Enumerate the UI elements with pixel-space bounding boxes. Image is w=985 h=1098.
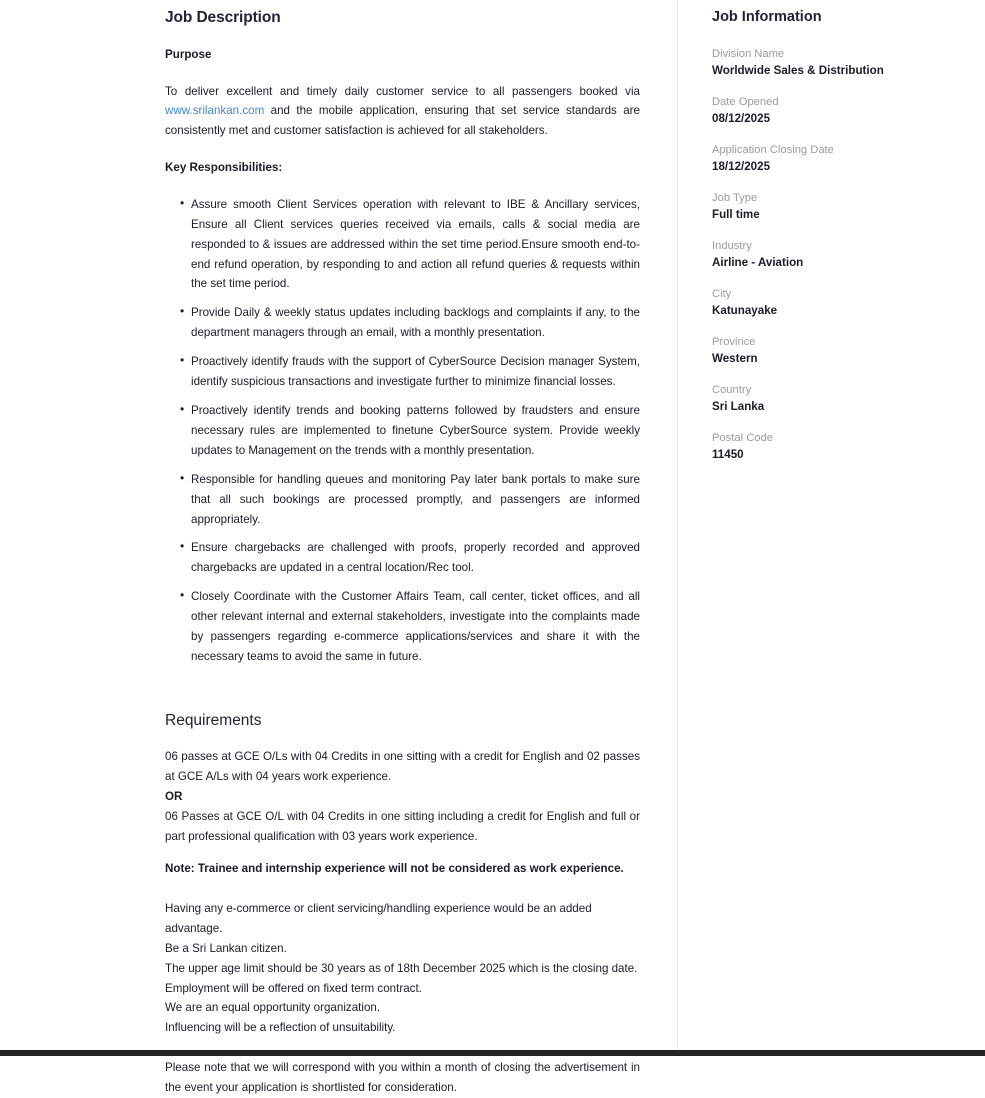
condition-line: Employment will be offered on fixed term contract.: [165, 981, 422, 995]
info-value: Sri Lanka: [712, 400, 765, 414]
section-spacer: [165, 676, 640, 712]
info-value: 08/12/2025: [712, 112, 771, 126]
closing-note: Please note that we will correspond with you within a month of closing the advertisement in the event your application is shortlisted for consideration.: [165, 1061, 640, 1095]
list-item: • Closely Coordinate with the Customer Affairs Team, call center, ticket offices, and all other relevant internal and external stakeholders, investigate into the complaints made by passengers regarding e-commerce applications/services and share it with the necessary teams to avoid the same in future.: [165, 587, 640, 667]
info-label: Industry: [712, 240, 752, 253]
info-label: Division Name: [712, 48, 785, 61]
info-label: Postal Code: [712, 432, 773, 445]
info-field-city: [712, 286, 965, 319]
info-field-industry: [712, 238, 965, 271]
condition-line: Having any e-commerce or client servicing/handling experience would be an added advantage.: [165, 901, 592, 935]
requirements-note: Note: Trainee and internship experience will not be considered as work experience.: [165, 861, 624, 875]
info-label: City: [712, 288, 732, 301]
purpose-paragraph: [165, 82, 640, 141]
requirements-heading: Requirements: [165, 711, 262, 729]
info-value: 11450: [712, 448, 744, 462]
info-value: Worldwide Sales & Distribution: [712, 64, 884, 78]
job-information-heading: Job Information: [712, 9, 822, 25]
info-label: Application Closing Date: [712, 144, 834, 157]
requirement-or-separator: OR: [165, 790, 183, 804]
list-item: • Responsible for handling queues and monitoring Pay later bank portals to make sure that all such bookings are processed promptly, and passengers are informed appropriately.: [165, 470, 640, 530]
info-value: Full time: [712, 208, 760, 222]
info-label: Date Opened: [712, 96, 779, 109]
info-field-division-name: [712, 46, 965, 79]
requirement-option-a: 06 passes at GCE O/Ls with 04 Credits in one sitting with a credit for English and 02 passes at GCE A/Ls with 04 years work experience.: [165, 750, 640, 784]
info-value: Airline - Aviation: [712, 256, 804, 270]
info-field-postal-code: [712, 430, 965, 463]
job-information-column: [678, 0, 985, 1050]
info-label: Country: [712, 384, 752, 397]
note-spacer: [165, 847, 640, 859]
info-value: Katunayake: [712, 304, 778, 318]
info-value: 18/12/2025: [712, 160, 771, 174]
key-responsibilities-label: Key Responsibilities:: [165, 160, 283, 174]
purpose-label: Purpose: [165, 47, 212, 61]
srilankan-website-link[interactable]: www.srilankan.com: [165, 104, 265, 118]
condition-line: Influencing will be a reflection of unsuitability.: [165, 1021, 396, 1035]
responsibilities-list: [165, 195, 640, 667]
info-field-province: [712, 334, 965, 367]
info-field-country: [712, 382, 965, 415]
condition-line: The upper age limit should be 30 years as of 18th December 2025 which is the closing date.: [165, 961, 638, 975]
job-description-heading: Job Description: [165, 9, 281, 26]
purpose-text-after: and the mobile application, ensuring that set service standards are consistently met and customer satisfaction is achieved for all stakeholders.: [165, 104, 640, 137]
info-label: Province: [712, 336, 756, 349]
condition-line: Be a Sri Lankan citizen.: [165, 941, 287, 955]
purpose-text-before: To deliver excellent and timely daily customer service to all passengers booked via: [165, 84, 640, 98]
info-label: Job Type: [712, 192, 758, 205]
list-item: • Ensure chargebacks are challenged with proofs, properly recorded and approved chargebacks are updated in a central location/Rec tool.: [165, 538, 640, 578]
list-item: • Proactively identify trends and booking patterns followed by fraudsters and ensure necessary rules are implemented to finetune CyberSource system. Provide weekly updates to Management on the trends with a monthly presentation.: [165, 401, 640, 461]
info-field-application-closing-date: [712, 142, 965, 175]
info-value: Western: [712, 352, 758, 366]
footer-bar: [0, 1050, 985, 1056]
info-field-date-opened: [712, 94, 965, 127]
conditions-spacer: [165, 879, 640, 899]
list-item: • Provide Daily & weekly status updates including backlogs and complaints if any, to the department managers through an email, with a monthly presentation.: [165, 303, 640, 343]
condition-line: We are an equal opportunity organization.: [165, 1001, 381, 1015]
list-item: • Assure smooth Client Services operation with relevant to IBE & Ancillary services, Ensure all Client services queries received via emails, calls & social media are responded to & issues are addressed within the set time period.Ensure smooth end-to-end refund operation, by responding to and action all refund queries & requests within the set time period.: [165, 195, 640, 295]
requirement-option-b: 06 Passes at GCE O/L with 04 Credits in one sitting including a credit for English and full or part professional qualification with 03 years work experience.: [165, 810, 640, 844]
info-field-job-type: [712, 190, 965, 223]
list-item: • Proactively identify frauds with the support of CyberSource Decision manager System, identify suspicious transactions and investigate further to minimize financial losses.: [165, 352, 640, 392]
